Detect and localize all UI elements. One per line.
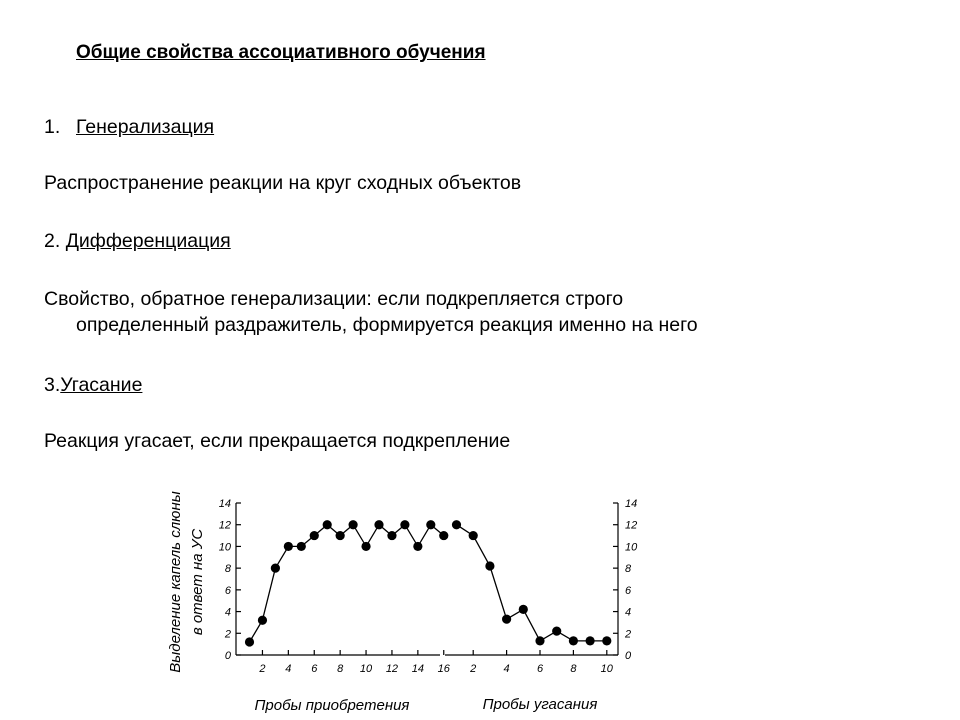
x-tick-label-extinction: 10 <box>600 663 613 675</box>
x-tick-label-acquisition: 10 <box>359 663 373 675</box>
data-point-acquisition <box>284 542 293 551</box>
y-tick-label-right: 4 <box>625 606 632 619</box>
data-point-extinction <box>452 520 461 529</box>
y-tick-label-left: 2 <box>224 628 231 641</box>
data-point-acquisition <box>258 616 267 625</box>
y-tick-label-right: 10 <box>625 541 638 554</box>
y-tick-label-left: 6 <box>224 584 231 597</box>
data-point-acquisition <box>374 520 383 529</box>
x-tick-label-extinction: 2 <box>470 663 477 675</box>
x-tick-label-acquisition: 16 <box>437 663 450 675</box>
x-axis-label-extinction: Пробы угасания <box>482 696 598 713</box>
y-axis-label-line2: в ответ на УС <box>189 528 206 636</box>
data-point-extinction <box>535 636 544 645</box>
x-tick-label-acquisition: 2 <box>259 663 266 675</box>
data-point-acquisition <box>439 531 448 540</box>
data-point-acquisition <box>297 542 306 551</box>
data-point-acquisition <box>387 531 396 540</box>
y-tick-label-left: 14 <box>218 498 231 510</box>
data-point-extinction <box>502 615 511 624</box>
y-tick-label-right: 6 <box>625 584 632 597</box>
y-axis-label-line1: Выделение капель слюны <box>167 491 184 673</box>
data-point-acquisition <box>271 564 280 573</box>
x-tick-label-acquisition: 14 <box>411 663 424 675</box>
item2-heading: Дифференциация <box>65 230 231 252</box>
item2-text-line1: Свойство, обратное генерализации: если подкрепляется строго <box>44 288 624 310</box>
data-point-acquisition <box>400 520 409 529</box>
data-point-acquisition <box>245 637 254 646</box>
x-tick-label-acquisition: 4 <box>285 663 292 675</box>
y-tick-label-left: 8 <box>224 563 231 576</box>
y-tick-label-right: 8 <box>625 563 632 576</box>
data-point-extinction <box>485 561 494 570</box>
data-point-extinction <box>586 636 595 645</box>
data-point-extinction <box>469 531 478 540</box>
x-tick-label-extinction: 8 <box>570 663 577 675</box>
data-point-extinction <box>519 605 528 614</box>
y-tick-label-right: 0 <box>625 650 632 662</box>
data-point-acquisition <box>349 520 358 529</box>
y-tick-label-left: 0 <box>224 650 231 662</box>
slide-title: Общие свойства ассоциативного обучения <box>76 42 486 63</box>
item3-text: Реакция угасает, если прекращается подкрепление <box>44 430 511 452</box>
data-point-acquisition <box>310 531 319 540</box>
y-tick-label-left: 4 <box>224 606 231 619</box>
y-tick-label-left: 12 <box>218 519 231 532</box>
x-tick-label-acquisition: 12 <box>385 663 399 675</box>
item2-text-line2: определенный раздражитель, формируется реакция именно на него <box>76 314 698 336</box>
data-point-acquisition <box>426 520 435 529</box>
item1-text: Распространение реакции на круг сходных объектов <box>44 172 522 194</box>
x-tick-label-extinction: 6 <box>536 663 544 675</box>
item1-heading: Генерализация <box>76 116 215 138</box>
plot-area <box>219 498 638 675</box>
x-tick-label-extinction: 4 <box>503 663 510 675</box>
item3-heading: Угасание <box>60 374 143 396</box>
item3-number: 3. <box>44 374 61 396</box>
y-tick-label-right: 14 <box>625 498 638 510</box>
data-point-extinction <box>552 627 561 636</box>
series-line-acquisition <box>250 525 444 642</box>
data-point-acquisition <box>361 542 370 551</box>
data-point-extinction <box>602 636 611 645</box>
series-line-extinction <box>457 525 607 641</box>
y-tick-label-left: 10 <box>218 541 231 554</box>
data-point-acquisition <box>323 520 332 529</box>
y-tick-label-right: 12 <box>625 519 638 532</box>
x-axis-label-acquisition: Пробы приобретения <box>254 697 410 714</box>
x-tick-label-acquisition: 6 <box>311 663 318 675</box>
data-point-acquisition <box>413 542 422 551</box>
data-point-acquisition <box>336 531 345 540</box>
item2-number: 2. <box>44 230 66 252</box>
y-tick-label-right: 2 <box>625 628 632 641</box>
x-tick-label-acquisition: 8 <box>337 663 344 675</box>
item1-number: 1. <box>44 116 61 138</box>
data-point-extinction <box>569 636 578 645</box>
